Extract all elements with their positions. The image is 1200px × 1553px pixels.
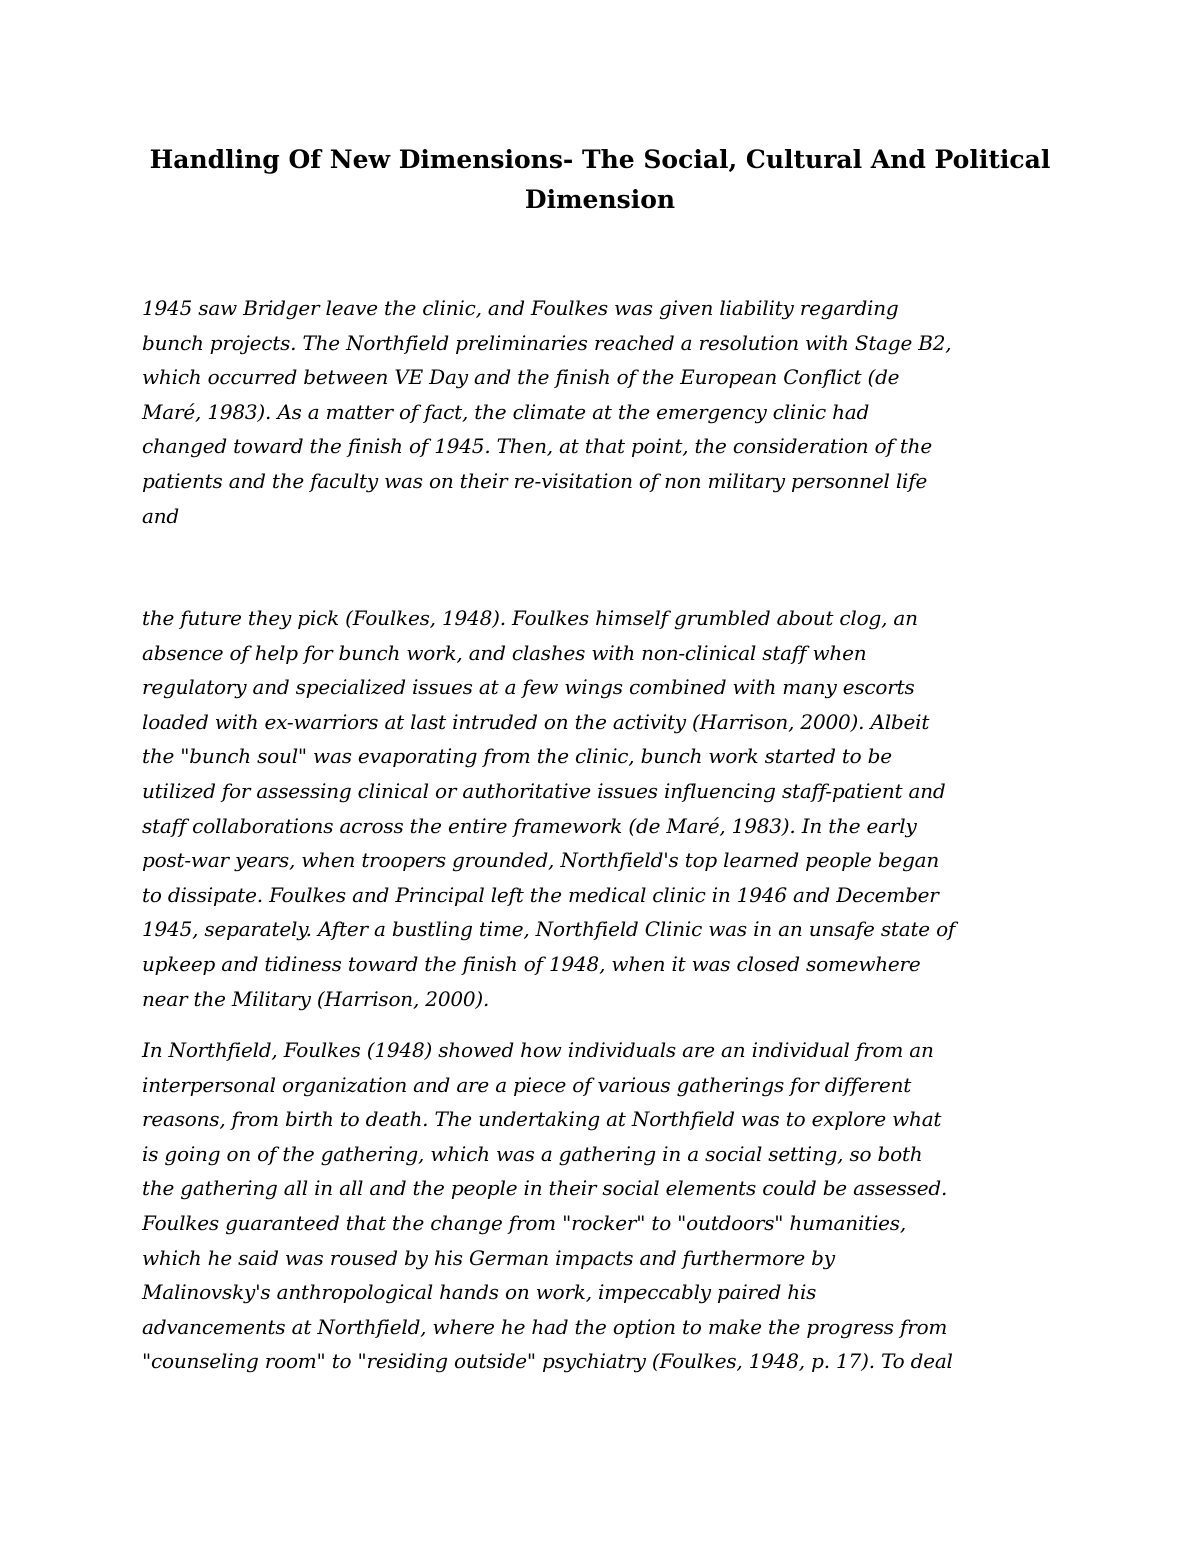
- paragraph-line: which he said was roused by his German impacts and furthermore by: [142, 1245, 835, 1270]
- paragraph-line: bunch projects. The Northfield preliminaries reached a resolution with Stage B2,: [142, 330, 952, 355]
- paragraph-line: staff collaborations across the entire framework (de Maré, 1983). In the early: [142, 813, 917, 838]
- paragraph-line: near the Military (Harrison, 2000).: [142, 986, 490, 1011]
- paragraph-line: interpersonal organization and are a piece of various gatherings for different: [142, 1072, 912, 1097]
- paragraph: [142, 601, 1062, 1016]
- page-title: [140, 140, 1060, 220]
- paragraph-line: and: [142, 503, 180, 528]
- paragraph-line: Maré, 1983). As a matter of fact, the climate at the emergency clinic had: [142, 399, 870, 424]
- paragraph-line: In Northfield, Foulkes (1948) showed how individuals are an individual from an: [142, 1038, 934, 1062]
- paragraph-line: upkeep and tidiness toward the finish of 1948, when it was closed somewhere: [142, 951, 921, 976]
- paragraph-line: post-war years, when troopers grounded, Northfield's top learned people began: [142, 848, 940, 873]
- paragraph-line: the gathering all in all and the people in their social elements could be assessed.: [142, 1176, 948, 1201]
- paragraph-line: the "bunch soul" was evaporating from the clinic, bunch work started to be: [142, 744, 892, 769]
- paragraph-line: is going on of the gathering, which was a gathering in a social setting, so both: [142, 1141, 923, 1166]
- paragraph-line: 1945, separately. After a bustling time, Northfield Clinic was in an unsafe state of: [142, 917, 956, 942]
- paragraph-line: "counseling room" to "residing outside" psychiatry (Foulkes, 1948, p. 17). To deal: [142, 1349, 953, 1374]
- paragraph-line: changed toward the finish of 1945. Then, at that point, the consideration of the: [142, 434, 932, 459]
- paragraph-line: to dissipate. Foulkes and Principal left the medical clinic in 1946 and December: [142, 882, 939, 907]
- paragraph-line: 1945 saw Bridger leave the clinic, and Foulkes was given liability regarding: [142, 296, 899, 320]
- paragraph-line: absence of help for bunch work, and clashes with non-clinical staff when: [142, 640, 867, 665]
- paragraph-line: the future they pick (Foulkes, 1948). Foulkes himself grumbled about clog, an: [142, 606, 918, 630]
- paragraph-line: regulatory and specialized issues at a few wings combined with many escorts: [142, 675, 915, 700]
- paragraph-line: which occurred between VE Day and the finish of the European Conflict (de: [142, 365, 900, 390]
- paragraph-line: Malinovsky's anthropological hands on work, impeccably paired his: [142, 1280, 817, 1305]
- paragraph: [142, 1033, 1062, 1379]
- title-line: Handling Of New Dimensions- The Social, Cultural And Political: [149, 145, 1051, 174]
- title-line: Dimension: [524, 185, 676, 214]
- paragraph-line: patients and the faculty was on their re-visitation of non military personnel life: [142, 468, 928, 493]
- paragraph-line: advancements at Northfield, where he had the option to make the progress from: [142, 1314, 948, 1339]
- paragraph-line: loaded with ex-warriors at last intruded on the activity (Harrison, 2000). Albeit: [142, 709, 930, 734]
- paragraph-line: utilized for assessing clinical or authoritative issues influencing staff-patient and: [142, 778, 946, 803]
- paragraph-line: reasons, from birth to death. The undertaking at Northfield was to explore what: [142, 1107, 942, 1132]
- paragraph: [142, 291, 1062, 533]
- paragraph-line: Foulkes guaranteed that the change from "rocker" to "outdoors" humanities,: [142, 1210, 907, 1235]
